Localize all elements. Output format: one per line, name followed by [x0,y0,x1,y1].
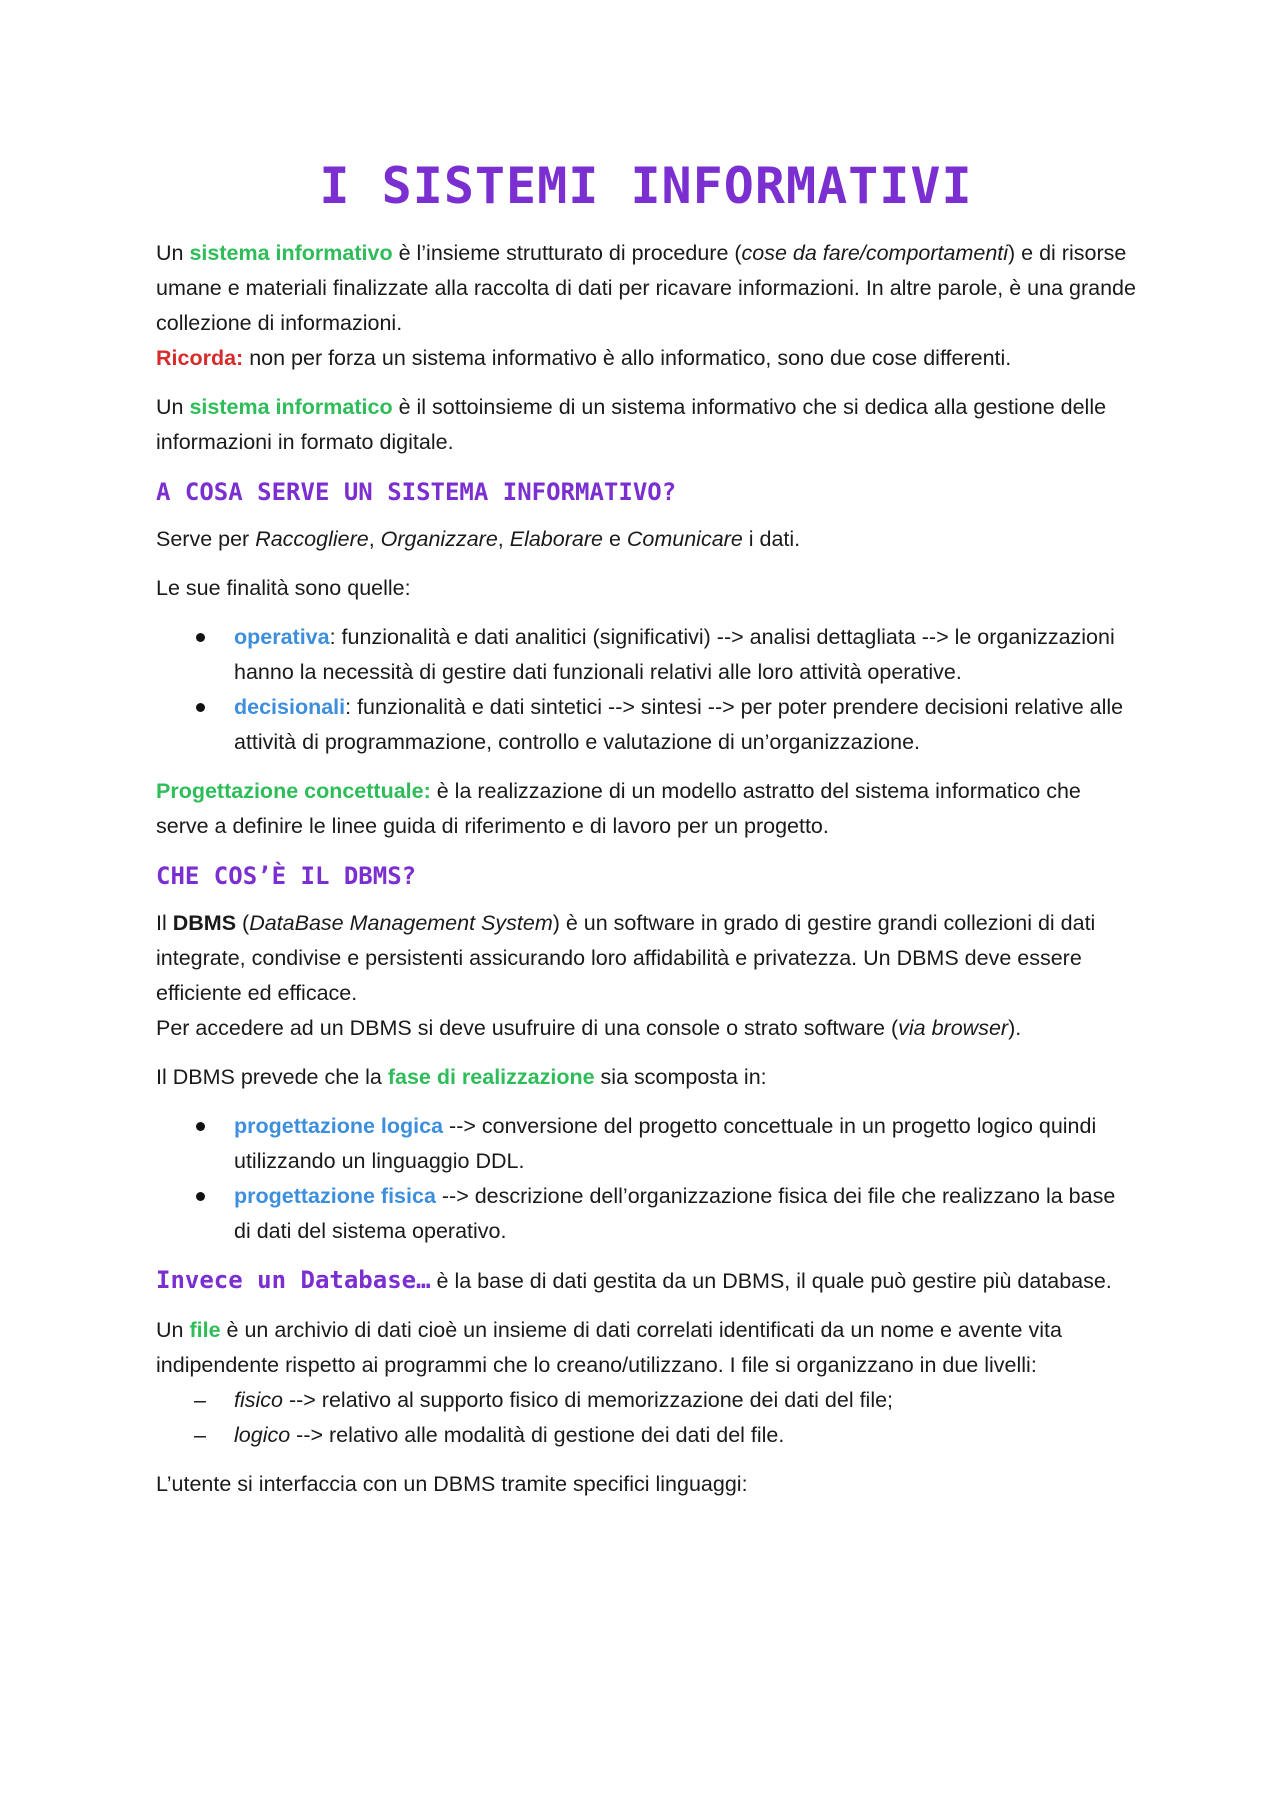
file-b: è un archivio di dati cioè un insieme di dati correlati identificati da un nome e avente vita indipendente rispetto ai programmi che lo creano/utilizzano. I file si organizzano in due livelli: [156,1318,1062,1377]
dbms-paragraph [156,906,1136,1011]
dbms-italic: DataBase Management System [249,911,553,935]
progettazione-list [156,1109,1136,1249]
list-item [234,690,1136,760]
serve-sep-1: , [368,527,381,551]
finalita-intro: Le sue finalità sono quelle: [156,576,411,600]
dbms-p2-a: Per accedere ad un DBMS si deve usufruire di una console o strato software ( [156,1016,899,1040]
level-fisico-text: --> relativo al supporto fisico di memorizzazione dei dati del file; [282,1388,894,1412]
finalita-list [156,620,1136,760]
heading-che-cos-e-dbms: CHE COS’È IL DBMS? [156,862,417,890]
decisionali-text: : funzionalità e dati sintetici --> sintesi --> per poter prendere decisioni relative alle attività di programmazione, controllo e valutazione di un’organizzazione. [234,695,1124,754]
progettazione-fisica-text: --> descrizione dell’organizzazione fisica dei file che realizzano la base di dati del sistema operativo. [234,1184,1116,1243]
fase-paragraph [156,1060,1136,1095]
intro-un: Un [156,241,190,265]
list-item [234,1109,1136,1179]
file-paragraph [156,1313,1136,1383]
informatico-un: Un [156,395,190,419]
term-fase-di-realizzazione: fase di realizzazione [387,1065,595,1089]
list-item [234,620,1136,690]
database-text: è la base di dati gestita da un DBMS, il quale può gestire più database. [430,1269,1112,1293]
term-file: file [189,1318,221,1342]
ricorda-note [156,341,1136,376]
list-item [234,1179,1136,1249]
database-paragraph [156,1263,1136,1299]
informatico-paragraph [156,390,1136,460]
intro-def-italic: cose da fare/comportamenti [741,241,1009,265]
heading-a-cosa-serve: A COSA SERVE UN SISTEMA INFORMATIVO? [156,478,677,506]
informatico-def: è il sottoinsieme di un sistema informativo che si dedica alla gestione delle informazioni in formato digitale. [156,395,1107,454]
file-a: Un [156,1318,190,1342]
ricorda-label: Ricorda: [156,346,244,370]
serve-sep-2: , [497,527,510,551]
progettazione-logica-text: --> conversione del progetto concettuale in un progetto logico quindi utilizzando un linguaggio DDL. [234,1114,1097,1173]
intro-def-b: ) e di risorse umane e materiali finalizzate alla raccolta di dati per ricavare informazioni. In altre parole, è una grande collezione di informazioni. [156,241,1136,335]
file-levels-list [156,1383,1136,1453]
serve-sep-3: e [602,527,627,551]
serve-paragraph [156,522,1136,557]
intro-def-a: è l’insieme strutturato di procedure ( [392,241,742,265]
operativa-text: : funzionalità e dati analitici (significativi) --> analisi dettagliata --> le organizzazioni hanno la necessità di gestire dati funzionali relativi alle loro attività operative. [234,625,1115,684]
verb-elaborare: Elaborare [509,527,603,551]
via-browser-italic: via browser [898,1016,1009,1040]
term-progettazione-logica: progettazione logica [234,1114,444,1138]
list-item [234,1383,1136,1418]
level-fisico: fisico [234,1388,283,1412]
progettazione-text: è la realizzazione di un modello astratto del sistema informatico che serve a definire le linee guida di riferimento e di lavoro per un progetto. [156,779,1081,838]
progettazione-paragraph [156,774,1136,844]
term-invece-un-database: Invece un Database… [156,1266,431,1294]
dbms-access-paragraph [156,1011,1136,1046]
term-sistema-informatico: sistema informatico [189,395,393,419]
term-operativa: operativa [234,625,330,649]
verb-organizzare: Organizzare [380,527,498,551]
document-page [156,150,1136,1516]
dbms-p1-b: ( [236,911,250,935]
serve-suffix: i dati. [742,527,801,551]
term-progettazione-fisica: progettazione fisica [234,1184,436,1208]
level-logico: logico [234,1423,291,1447]
list-item [234,1418,1136,1453]
closing-paragraph: L’utente si interfaccia con un DBMS tramite specifici linguaggi: [156,1472,748,1496]
verb-raccogliere: Raccogliere [255,527,369,551]
term-sistema-informativo: sistema informativo [189,241,393,265]
intro-paragraph [156,236,1136,341]
verb-comunicare: Comunicare [626,527,743,551]
ricorda-text: non per forza un sistema informativo è allo informatico, sono due cose differenti. [243,346,1012,370]
term-progettazione-concettuale: Progettazione concettuale: [156,779,431,803]
dbms-p1-c: ) è un software in grado di gestire grandi collezioni di dati integrate, condivise e persistenti assicurando loro affidabilità e privatezza. Un DBMS deve essere efficiente ed efficace. [156,911,1096,1005]
level-logico-text: --> relativo alle modalità di gestione dei dati del file. [290,1423,785,1447]
page-title: I SISTEMI INFORMATIVI [319,157,973,215]
term-decisionali: decisionali [234,695,346,719]
dbms-bold: DBMS [172,911,237,935]
dbms-p2-b: ). [1008,1016,1022,1040]
dbms-p1-a: Il [156,911,173,935]
fase-a: Il DBMS prevede che la [156,1065,388,1089]
serve-prefix: Serve per [156,527,256,551]
fase-b: sia scomposta in: [594,1065,767,1089]
